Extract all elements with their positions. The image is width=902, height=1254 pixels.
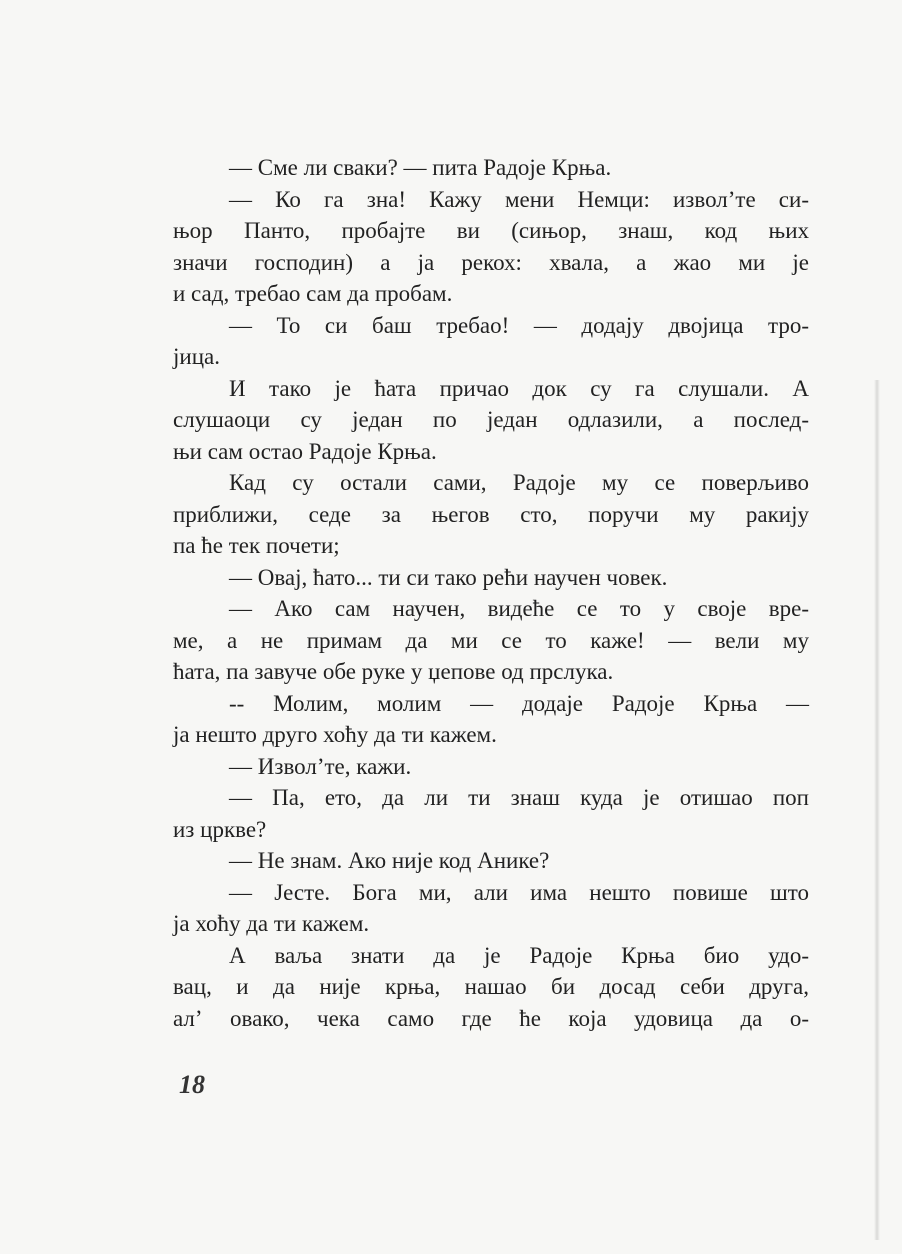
text-line: вац, и да није крња, нашао би досад себи друга, bbox=[173, 974, 809, 999]
text-line: њор Панто, пробајте ви (сињор, знаш, код њих bbox=[173, 218, 809, 243]
text-line: — Изволʼте, кажи. bbox=[229, 753, 412, 779]
text-line: из цркве? bbox=[173, 816, 267, 842]
text-line: -- Молим, молим — додаје Радоје Крња — bbox=[229, 690, 809, 716]
text-line: ћата, па завуче обе руке у џепове од прслука. bbox=[173, 659, 614, 684]
text-line: ме, а не примам да ми се то каже! — вели му bbox=[173, 627, 809, 653]
text-line: — Ко га зна! Кажу мени Немци: изволʼте си- bbox=[229, 186, 809, 212]
page-number: 18 bbox=[179, 1070, 205, 1099]
text-line: А ваља знати да је Радоје Крња био удо- bbox=[229, 942, 809, 968]
text-line: јица. bbox=[173, 344, 220, 369]
text-line: — Не знам. Ако није код Анике? bbox=[229, 848, 550, 873]
text-line: ја нешто друго хоћу да ти кажем. bbox=[173, 722, 497, 747]
text-line: алʼ овако, чека само где ће која удовица да о- bbox=[173, 1005, 809, 1031]
text-line: — Овај, ћато... ти си тако рећи научен човек. bbox=[229, 564, 668, 590]
text-line: приближи, седе за његов сто, поручи му ракију bbox=[173, 501, 809, 527]
text-line: — Сме ли сваки? — пита Радоје Крња. bbox=[229, 155, 612, 180]
text-line: слушаоци су један по један одлазили, а послед- bbox=[173, 407, 809, 432]
text-line: — Ако сам научен, видеће се то у своје вре- bbox=[229, 596, 809, 621]
text-line: па ће тек почети; bbox=[173, 533, 340, 558]
text-line: И тако је ћата причао док су га слушали. А bbox=[229, 375, 809, 401]
body-text bbox=[173, 152, 809, 1034]
text-line: — Па, ето, да ли ти знаш куда је отишао поп bbox=[229, 785, 809, 810]
spine-shadow bbox=[874, 380, 880, 1240]
text-line: ја хоћу да ти кажем. bbox=[173, 911, 370, 936]
text-line: Кад су остали сами, Радоје му се поверљиво bbox=[229, 470, 809, 495]
text-line: њи сам остао Радоје Крња. bbox=[173, 438, 437, 464]
text-line: — Јесте. Бога ми, али има нешто повише што bbox=[229, 879, 809, 905]
text-line: и сад, требао сам да пробам. bbox=[173, 281, 453, 306]
text-line: — То си баш требао! — додају двојица тро- bbox=[229, 312, 809, 338]
text-line: значи господин) а ја рекох: хвала, а жао ми је bbox=[173, 249, 809, 275]
